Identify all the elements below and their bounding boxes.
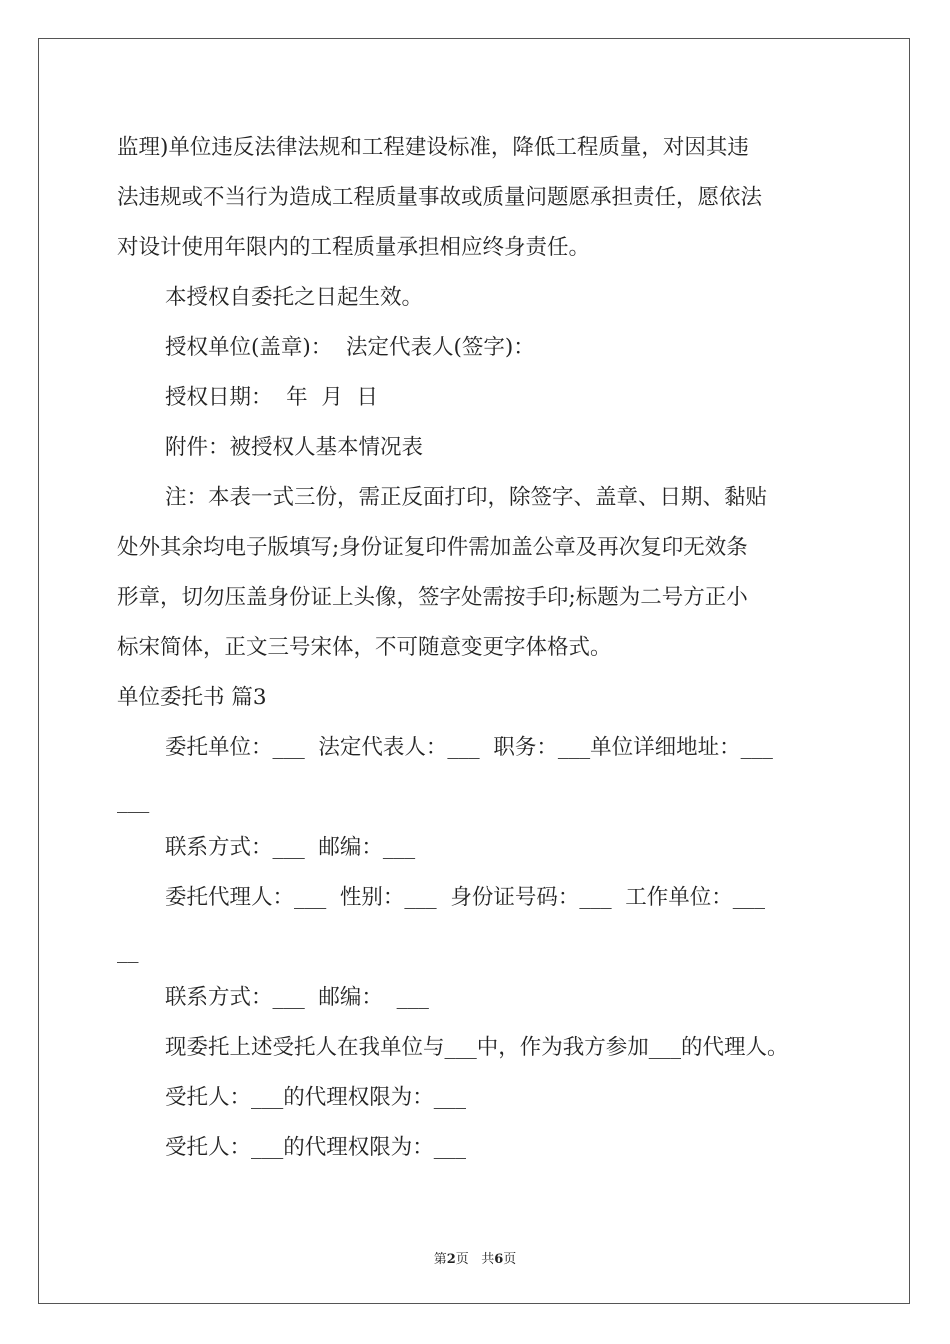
footer-suffix: 页 [503, 1252, 517, 1267]
note-line: 注：本表一式三份，需正反面打印，除签字、盖章、日期、黏贴 [165, 485, 768, 510]
form-line-principal: 委托单位：___ 法定代表人：___ 职务：___单位详细地址：___ [165, 735, 773, 760]
signature-line: 授权单位(盖章)： 法定代表人(签字)： [165, 335, 535, 360]
form-line-continuation: __ [117, 939, 139, 964]
effective-statement: 本授权自委托之日起生效。 [165, 285, 424, 310]
authorization-date-line: 授权日期： 年 月 日 [165, 385, 379, 410]
note-line: 标宋简体，正文三号宋体，不可随意变更字体格式。 [117, 635, 612, 660]
form-line-authority: 受托人：___的代理权限为：___ [165, 1085, 467, 1110]
form-line-agent: 委托代理人：___ 性别：___ 身份证号码：___ 工作单位：___ [165, 885, 766, 910]
page-number-footer [0, 1248, 950, 1267]
page-border [38, 38, 910, 1304]
form-line-agent-contact: 联系方式：___ 邮编： ___ [165, 985, 429, 1010]
current-page: 2 [446, 1252, 456, 1267]
attachment-line: 附件：被授权人基本情况表 [165, 435, 424, 460]
total-pages: 6 [494, 1252, 504, 1267]
note-line: 形章，切勿压盖身份证上头像，签字处需按手印;标题为二号方正小 [117, 585, 748, 610]
body-text-line: 法违规或不当行为造成工程质量事故或质量问题愿承担责任，愿依法 [117, 185, 763, 210]
form-line-entrustment: 现委托上述受托人在我单位与___中，作为我方参加___的代理人。 [165, 1035, 789, 1060]
section-title: 单位委托书 篇3 [117, 685, 267, 710]
form-line-contact: 联系方式：___ 邮编：___ [165, 835, 416, 860]
form-line-authority: 受托人：___的代理权限为：___ [165, 1135, 467, 1160]
body-text-line: 对设计使用年限内的工程质量承担相应终身责任。 [117, 235, 591, 260]
footer-prefix: 第 [433, 1252, 447, 1267]
footer-mid: 页 共 [455, 1252, 495, 1267]
form-line-continuation: ___ [117, 789, 150, 814]
body-text-line: 监理)单位违反法律法规和工程建设标准，降低工程质量，对因其违 [117, 135, 749, 160]
note-line: 处外其余均电子版填写;身份证复印件需加盖公章及再次复印无效条 [117, 535, 748, 560]
